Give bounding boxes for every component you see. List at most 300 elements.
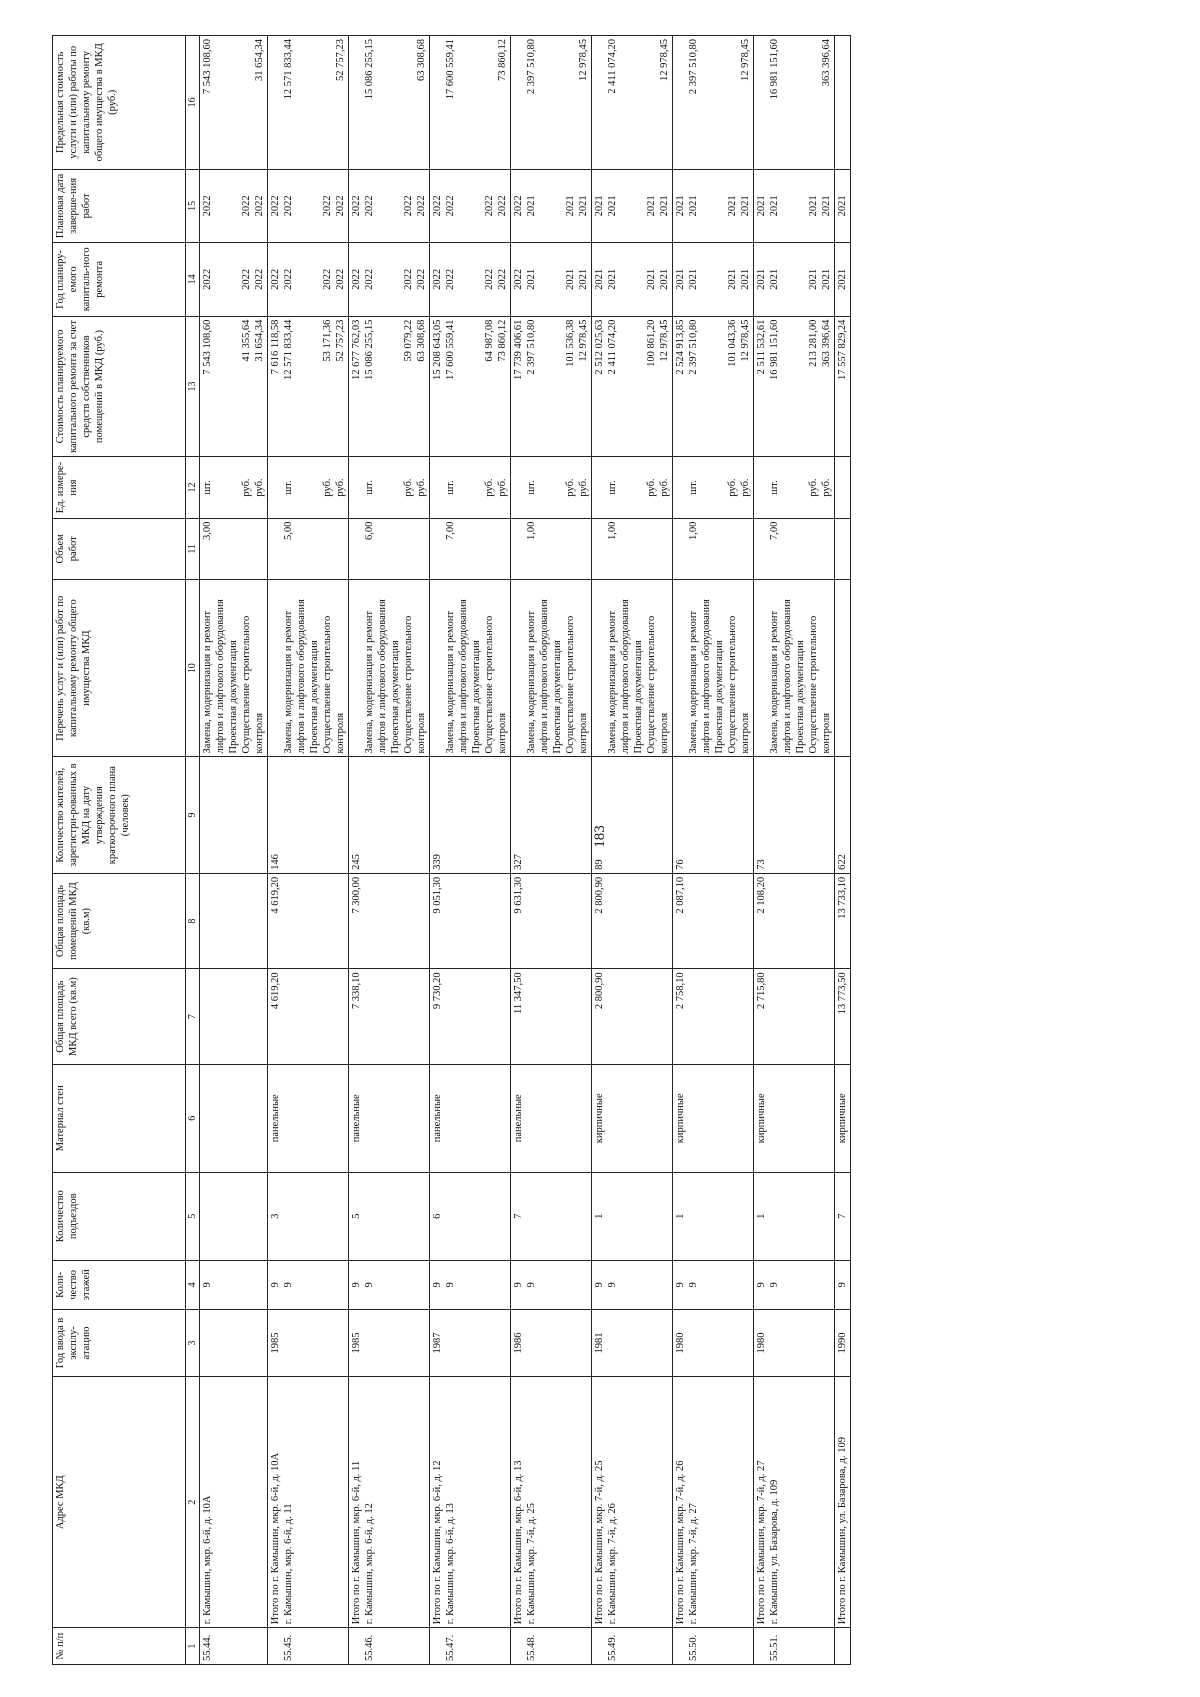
limit-control: 12 978,45 — [578, 39, 589, 81]
cost-main: 17 600 559,41 — [445, 319, 456, 380]
cost-design: 213 281,00 — [808, 319, 819, 367]
total-cost: 2 512 025,63 — [594, 319, 605, 375]
spacer — [295, 246, 308, 312]
header-floors: Коли-чество этажей — [53, 1260, 186, 1309]
unit-rub: руб. — [578, 478, 589, 497]
floors-total: 9 — [675, 1282, 686, 1288]
spacer — [227, 460, 240, 514]
work-replace: Замена, модернизация и ремонт лифтов и лифтового оборудования — [688, 599, 712, 754]
residents: 622 — [837, 854, 848, 870]
total-date: 2021 — [594, 195, 605, 217]
limit-control: 63 308,68 — [416, 39, 427, 81]
spacer — [755, 39, 768, 166]
spacer — [674, 460, 687, 514]
spacer — [214, 246, 227, 312]
total-date: 2022 — [351, 195, 362, 217]
cost-main: 2 411 074,20 — [607, 319, 618, 375]
unit-rub: руб. — [335, 478, 346, 497]
header-completion-date: Плановая дата заверше-ния работ — [53, 169, 186, 242]
table-row — [200, 36, 268, 1665]
spacer — [350, 1631, 363, 1661]
residents: 76 — [675, 859, 686, 870]
entrances: 7 — [513, 1213, 524, 1219]
premises-area: 2 087,10 — [675, 876, 686, 914]
total-year: 2022 — [432, 268, 443, 290]
entrances: 1 — [594, 1213, 605, 1219]
date-control: 2022 — [254, 195, 265, 217]
table-row — [511, 36, 592, 1665]
spacer — [470, 246, 483, 312]
spacer — [389, 173, 402, 239]
col-num: 8 — [186, 873, 200, 969]
date-design: 2021 — [565, 195, 576, 217]
limit-main: 2 397 510,80 — [526, 39, 537, 95]
header-entrances: Количество подъездов — [53, 1172, 186, 1260]
address: г. Камышин, мкр. 6-й, д. 10А — [202, 1495, 213, 1625]
spacer — [538, 320, 551, 454]
col-num: 7 — [186, 969, 200, 1065]
cost-main: 2 397 510,80 — [688, 319, 699, 375]
col-num: 12 — [186, 457, 200, 518]
spacer — [402, 39, 415, 166]
spacer — [350, 460, 363, 514]
floors-total: 9 — [513, 1282, 524, 1288]
cost-design: 53 171,36 — [322, 319, 333, 362]
year-main: 2022 — [202, 268, 213, 290]
floors-total: 9 — [432, 1282, 443, 1288]
total-year: 2021 — [756, 268, 767, 290]
residents: 89 — [594, 859, 605, 870]
date-control: 2021 — [659, 195, 670, 217]
row-number: 55.45. — [283, 1634, 294, 1661]
year-main: 2021 — [607, 268, 618, 290]
total-year: 2022 — [270, 268, 281, 290]
year-main: 2021 — [526, 268, 537, 290]
year-control: 2022 — [497, 268, 508, 290]
floors-total: 9 — [594, 1282, 605, 1288]
date-main: 2021 — [607, 195, 618, 217]
spacer — [389, 460, 402, 514]
wall-material: кирпичные — [675, 1093, 686, 1144]
year-built: 1987 — [432, 1332, 443, 1354]
header-wall-material: Материал стен — [53, 1064, 186, 1172]
volume: 1,00 — [607, 521, 618, 541]
total-area: 9 730,20 — [432, 972, 443, 1010]
header-row — [53, 36, 186, 1665]
spacer — [700, 320, 713, 454]
cost-control: 63 308,68 — [416, 319, 427, 362]
header-works-list: Перечень услуг и (или) работ по капитальному ремонту общего имущества МКД — [53, 579, 186, 757]
cost-control: 12 978,45 — [740, 319, 751, 362]
total-area: 7 338,10 — [351, 972, 362, 1010]
unit-rub: руб. — [808, 478, 819, 497]
premises-area: 2 108,20 — [756, 876, 767, 914]
spacer — [551, 460, 564, 514]
unit-rub: руб. — [646, 478, 657, 497]
row-number: 55.46. — [364, 1634, 375, 1661]
spacer — [214, 173, 227, 239]
unit-rub: руб. — [821, 478, 832, 497]
residents: 73 — [756, 859, 767, 870]
premises-area: 9 051,30 — [432, 876, 443, 914]
limit-main: 2 411 074,20 — [607, 39, 618, 94]
spacer — [295, 39, 308, 166]
work-control: Осуществление строительного контроля — [565, 615, 589, 754]
cost-main: 15 086 255,15 — [364, 319, 375, 380]
spacer — [807, 39, 820, 166]
spacer — [593, 583, 606, 754]
limit-main: 16 981 151,60 — [769, 39, 780, 100]
total-label: Итого по г. Камышин, мкр. 6-й, д. 10А — [270, 1452, 281, 1625]
spacer — [593, 1631, 606, 1661]
residents: 245 — [351, 854, 362, 870]
residents: 339 — [432, 854, 443, 870]
work-control: Осуществление строительного контроля — [484, 615, 508, 754]
limit-control: 363 396,64 — [821, 39, 832, 87]
date-control: 2022 — [497, 195, 508, 217]
unit-rub: руб. — [497, 478, 508, 497]
work-replace: Замена, модернизация и ремонт лифтов и лифтового оборудования — [769, 599, 793, 754]
date-design: 2022 — [403, 195, 414, 217]
spacer — [308, 320, 321, 454]
table-row — [349, 36, 430, 1665]
year-built: 1990 — [837, 1332, 848, 1354]
unit-pcs: шт. — [283, 480, 294, 495]
spacer — [619, 39, 632, 166]
table-row — [592, 36, 673, 1665]
year-control: 2022 — [254, 268, 265, 290]
spacer — [645, 39, 658, 166]
floors-total: 9 — [270, 1282, 281, 1288]
spacer — [214, 39, 227, 166]
spacer — [321, 39, 334, 166]
limit-control: 12 978,45 — [659, 39, 670, 81]
cost-design: 41 355,64 — [241, 319, 252, 362]
volume: 5,00 — [283, 521, 294, 541]
cost-main: 7 543 108,60 — [202, 319, 213, 375]
work-replace: Замена, модернизация и ремонт лифтов и лифтового оборудования — [607, 599, 631, 754]
table-row — [754, 36, 835, 1665]
col-num: 6 — [186, 1064, 200, 1172]
col-num: 4 — [186, 1260, 200, 1309]
year-control: 2021 — [578, 268, 589, 290]
work-control: Осуществление строительного контроля — [727, 615, 751, 754]
spacer — [755, 460, 768, 514]
total-label: Итого по г. Камышин, мкр. 6-й, д. 13 — [513, 1460, 524, 1625]
total-area: 2 800,90 — [594, 972, 605, 1010]
floors: 9 — [445, 1282, 456, 1288]
spacer — [632, 460, 645, 514]
header-volume: Объем работ — [53, 518, 186, 579]
spacer — [457, 39, 470, 166]
unit-rub: руб. — [727, 478, 738, 497]
date-control: 2021 — [578, 195, 589, 217]
cost-design: 64 987,08 — [484, 319, 495, 362]
spacer — [700, 246, 713, 312]
entrances: 6 — [432, 1213, 443, 1219]
unit-rub: руб. — [484, 478, 495, 497]
header-cost: Стоимость планируемого капитального ремонта за счет средств собственников помещений в МКД (руб.) — [53, 316, 186, 457]
spacer — [269, 460, 282, 514]
address: г. Камышин, мкр. 7-й, д. 25 — [526, 1503, 537, 1625]
spacer — [593, 39, 606, 166]
cost-design: 59 079,22 — [403, 319, 414, 362]
floors: 9 — [769, 1282, 780, 1288]
work-control: Осуществление строительного контроля — [241, 615, 265, 754]
spacer — [538, 173, 551, 239]
total-label: Итого по г. Камышин, мкр. 7-й, д. 25 — [594, 1460, 605, 1625]
entrances: 7 — [837, 1213, 848, 1219]
spacer — [726, 39, 739, 166]
floors-total: 9 — [756, 1282, 767, 1288]
year-built: 1981 — [594, 1332, 605, 1354]
spacer — [389, 39, 402, 166]
capital-repair-table — [52, 35, 851, 1665]
floors: 9 — [202, 1282, 213, 1288]
spacer — [470, 173, 483, 239]
volume: 7,00 — [769, 521, 780, 541]
spacer — [376, 246, 389, 312]
work-design: Проектная документация — [633, 640, 644, 754]
entrances: 3 — [270, 1213, 281, 1219]
total-area: 2 758,10 — [675, 972, 686, 1010]
date-control: 2021 — [821, 195, 832, 217]
spacer — [619, 246, 632, 312]
spacer — [376, 39, 389, 166]
header-repair-year: Год планиру-емого капиталь-ного ремонта — [53, 243, 186, 316]
year-built: 1980 — [756, 1332, 767, 1354]
total-date: 2021 — [675, 195, 686, 217]
unit-pcs: шт. — [769, 480, 780, 495]
header-total-area: Общая площадь МКД всего (кв.м) — [53, 969, 186, 1065]
spacer — [781, 246, 794, 312]
total-cost: 17 739 406,61 — [513, 319, 524, 380]
total-label: Итого по г. Камышин, мкр. 7-й, д. 27 — [756, 1460, 767, 1625]
row-number: 55.44. — [202, 1634, 213, 1661]
spacer — [295, 173, 308, 239]
spacer — [457, 246, 470, 312]
year-design: 2021 — [808, 268, 819, 290]
wall-material: кирпичные — [837, 1093, 848, 1144]
column-number-row — [186, 36, 200, 1665]
spacer — [593, 522, 606, 576]
col-num: 15 — [186, 169, 200, 242]
work-design: Проектная документация — [714, 640, 725, 754]
date-main: 2022 — [364, 195, 375, 217]
year-control: 2021 — [821, 268, 832, 290]
spacer — [713, 246, 726, 312]
cost-control: 12 978,45 — [578, 319, 589, 362]
rotated-table-container — [52, 35, 1182, 1665]
cost-design: 101 536,38 — [565, 319, 576, 367]
spacer — [551, 246, 564, 312]
year-built: 1986 — [513, 1332, 524, 1354]
year-control: 2021 — [740, 268, 751, 290]
spacer — [551, 39, 564, 166]
table-row — [268, 36, 349, 1665]
limit-control: 73 860,12 — [497, 39, 508, 81]
total-area: 2 715,80 — [756, 972, 767, 1010]
date-main: 2022 — [283, 195, 294, 217]
spacer — [350, 522, 363, 576]
unit-rub: руб. — [322, 478, 333, 497]
unit-pcs: шт. — [607, 480, 618, 495]
work-design: Проектная документация — [471, 640, 482, 754]
spacer — [632, 320, 645, 454]
table-body — [200, 36, 851, 1665]
total-cost: 2 511 532,61 — [756, 319, 767, 375]
volume: 3,00 — [202, 521, 213, 541]
premises-area: 2 800,90 — [594, 876, 605, 914]
total-date: 2021 — [756, 195, 767, 217]
spacer — [538, 39, 551, 166]
year-control: 2022 — [335, 268, 346, 290]
work-design: Проектная документация — [390, 640, 401, 754]
volume: 7,00 — [445, 521, 456, 541]
spacer — [269, 1631, 282, 1661]
volume: 1,00 — [526, 521, 537, 541]
unit-pcs: шт. — [526, 480, 537, 495]
total-cost: 12 677 762,03 — [351, 319, 362, 380]
cost-control: 31 654,34 — [254, 319, 265, 362]
spacer — [376, 173, 389, 239]
cost-design: 101 043,36 — [727, 319, 738, 367]
spacer — [227, 246, 240, 312]
year-design: 2021 — [646, 268, 657, 290]
address: г. Камышин, мкр. 6-й, д. 11 — [283, 1503, 294, 1625]
total-cost: 7 616 118,58 — [270, 319, 281, 375]
spacer — [512, 583, 525, 754]
spacer — [781, 320, 794, 454]
total-area: 13 773,50 — [837, 972, 848, 1015]
work-control: Осуществление строительного контроля — [403, 615, 427, 754]
year-main: 2021 — [688, 268, 699, 290]
limit-main: 2 397 510,80 — [688, 39, 699, 95]
spacer — [794, 39, 807, 166]
floors-total: 9 — [351, 1282, 362, 1288]
header-unit: Ед. измере-ния — [53, 457, 186, 518]
unit-pcs: шт. — [445, 480, 456, 495]
unit-rub: руб. — [740, 478, 751, 497]
spacer — [295, 460, 308, 514]
total-area: 11 347,50 — [513, 972, 524, 1014]
limit-main: 15 086 255,15 — [364, 39, 375, 100]
total-year: 2021 — [675, 268, 686, 290]
wall-material: панельные — [270, 1094, 281, 1143]
header-premises-area: Общая площадь помещений МКД (кв.м) — [53, 873, 186, 969]
spacer — [214, 320, 227, 454]
spacer — [308, 246, 321, 312]
spacer — [227, 173, 240, 239]
spacer — [551, 173, 564, 239]
page-number: 183 — [591, 825, 608, 848]
year-main: 2021 — [769, 268, 780, 290]
cost-control: 52 757,23 — [335, 319, 346, 362]
work-control: Осуществление строительного контроля — [322, 615, 346, 754]
spacer — [755, 522, 768, 576]
spacer — [227, 320, 240, 454]
unit-rub: руб. — [565, 478, 576, 497]
spacer — [781, 460, 794, 514]
row-number: 55.49. — [607, 1634, 618, 1661]
col-num: 9 — [186, 757, 200, 873]
floors: 9 — [526, 1282, 537, 1288]
spacer — [674, 583, 687, 754]
spacer — [376, 320, 389, 454]
spacer — [431, 522, 444, 576]
work-replace: Замена, модернизация и ремонт лифтов и лифтового оборудования — [283, 599, 307, 754]
spacer — [470, 320, 483, 454]
cost-design: 100 861,20 — [646, 319, 657, 367]
unit-rub: руб. — [254, 478, 265, 497]
volume: 1,00 — [688, 521, 699, 541]
spacer — [457, 173, 470, 239]
unit-rub: руб. — [241, 478, 252, 497]
work-design: Проектная документация — [309, 640, 320, 754]
year-design: 2022 — [322, 268, 333, 290]
premises-area: 9 631,30 — [513, 876, 524, 914]
date-main: 2021 — [526, 195, 537, 217]
spacer — [593, 460, 606, 514]
total-area: 4 619,20 — [270, 972, 281, 1010]
spacer — [713, 39, 726, 166]
spacer — [551, 320, 564, 454]
spacer — [781, 39, 794, 166]
wall-material: кирпичные — [756, 1093, 767, 1144]
spacer — [700, 39, 713, 166]
spacer — [781, 173, 794, 239]
total-year: 2022 — [513, 268, 524, 290]
date-control: 2022 — [416, 195, 427, 217]
total-label: Итого по г. Камышин, мкр. 6-й, д. 12 — [432, 1460, 443, 1625]
spacer — [700, 460, 713, 514]
spacer — [713, 320, 726, 454]
col-num: 10 — [186, 579, 200, 757]
limit-control: 52 757,23 — [335, 39, 346, 81]
total-label: Итого по г. Камышин, ул. Базарова, д. 109 — [837, 1437, 848, 1625]
spacer — [308, 173, 321, 239]
limit-main: 7 543 108,60 — [202, 39, 213, 95]
spacer — [431, 1631, 444, 1661]
unit-pcs: шт. — [364, 480, 375, 495]
spacer — [483, 39, 496, 166]
total-year: 2022 — [351, 268, 362, 290]
spacer — [538, 246, 551, 312]
col-num: 2 — [186, 1377, 200, 1628]
floors: 9 — [283, 1282, 294, 1288]
spacer — [632, 173, 645, 239]
date-control: 2021 — [740, 195, 751, 217]
spacer — [227, 39, 240, 166]
unit-pcs: шт. — [688, 480, 699, 495]
spacer — [619, 173, 632, 239]
spacer — [512, 460, 525, 514]
address: г. Камышин, ул. Базарова, д. 109 — [769, 1479, 780, 1625]
unit-rub: руб. — [659, 478, 670, 497]
header-limit-cost: Предельная стоимость услуги и (или) работы по капитальному ремонту общего имущества в МКД (руб.) — [53, 36, 186, 170]
limit-control: 31 654,34 — [254, 39, 265, 81]
header-number: № п/п — [53, 1628, 186, 1665]
date-design: 2021 — [808, 195, 819, 217]
floors: 9 — [364, 1282, 375, 1288]
spacer — [431, 460, 444, 514]
premises-area: 7 300,00 — [351, 876, 362, 914]
total-date: 2022 — [513, 195, 524, 217]
date-control: 2022 — [335, 195, 346, 217]
date-design: 2021 — [727, 195, 738, 217]
spacer — [512, 39, 525, 166]
cost-control: 12 978,45 — [659, 319, 670, 362]
